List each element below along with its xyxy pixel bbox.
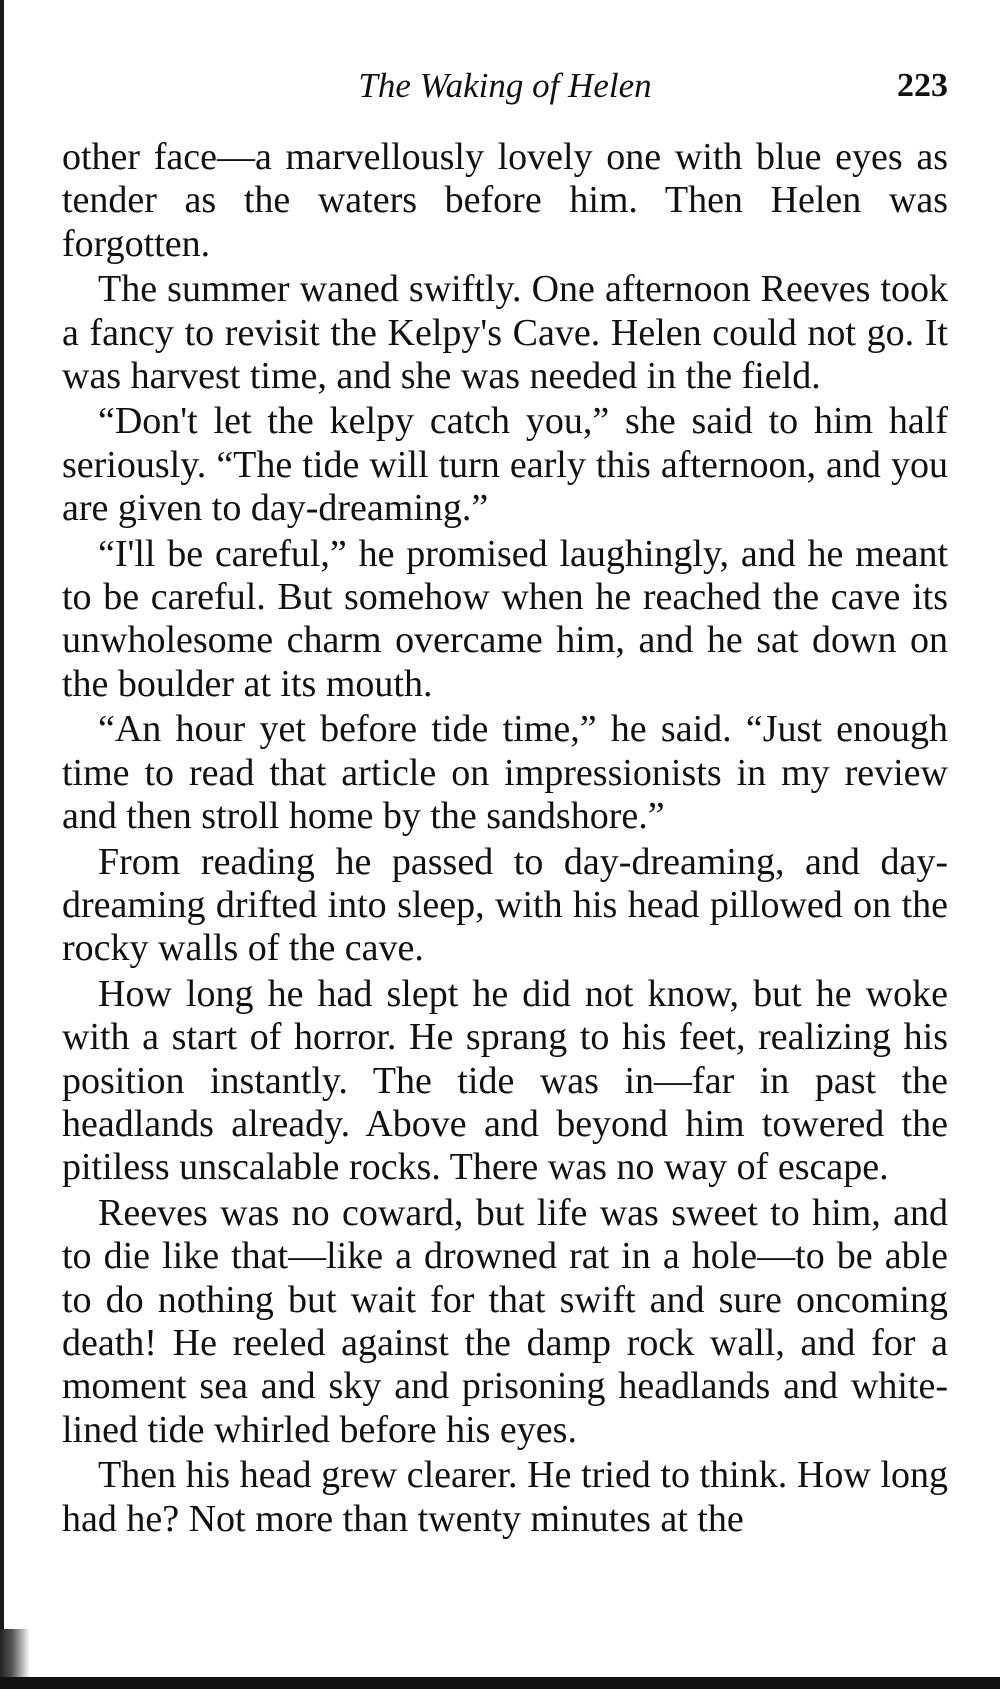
paragraph: “An hour yet before tide time,” he said. “Just enough time to read that article on impressionists in my review and then stroll home by the sandshore.” <box>62 708 948 838</box>
paragraph: Reeves was no coward, but life was sweet to him, and to die like that—like a drowned rat in a hole—to be able to do nothing but wait for that swift and sure oncoming death! He reeled against the damp rock wall, and for a moment sea and sky and prisoning headlands and white-lined tide whirled before his eyes. <box>62 1191 948 1451</box>
paragraph: Then his head grew clearer. He tried to think. How long had he? Not more than twenty minutes at the <box>62 1454 948 1540</box>
page-number: 223 <box>897 67 948 104</box>
running-title: The Waking of Helen <box>358 66 652 105</box>
page-left-edge <box>0 0 4 1689</box>
paragraph: From reading he passed to day-dreaming, and day-dreaming drifted into sleep, with his head pillowed on the rocky walls of the cave. <box>62 840 948 970</box>
paragraph-continued: other face—a marvellously lovely one with blue eyes as tender as the waters before him. Then Helen was forgotten. <box>62 136 948 265</box>
paragraph: “Don't let the kelpy catch you,” she said to him half seriously. “The tide will turn early this afternoon, and you are given to day-dreaming.” <box>62 400 948 530</box>
running-header <box>62 62 948 112</box>
paragraph: The summer waned swiftly. One afternoon Reeves took a fancy to revisit the Kelpy's Cave. Helen could not go. It was harvest time, and she was needed in the field. <box>62 268 948 398</box>
paragraph: How long he had slept he did not know, but he woke with a start of horror. He sprang to his feet, realizing his position instantly. The tide was in—far in past the headlands already. Above and beyond him towered the pitiless unscalable rocks. There was no way of escape. <box>62 972 948 1189</box>
body-text <box>62 136 948 1543</box>
page-bottom-edge <box>0 1677 1000 1689</box>
paragraph: “I'll be careful,” he promised laughingly, and he meant to be careful. But somehow when he reached the cave its unwholesome charm overcame him, and he sat down on the boulder at its mouth. <box>62 532 948 705</box>
